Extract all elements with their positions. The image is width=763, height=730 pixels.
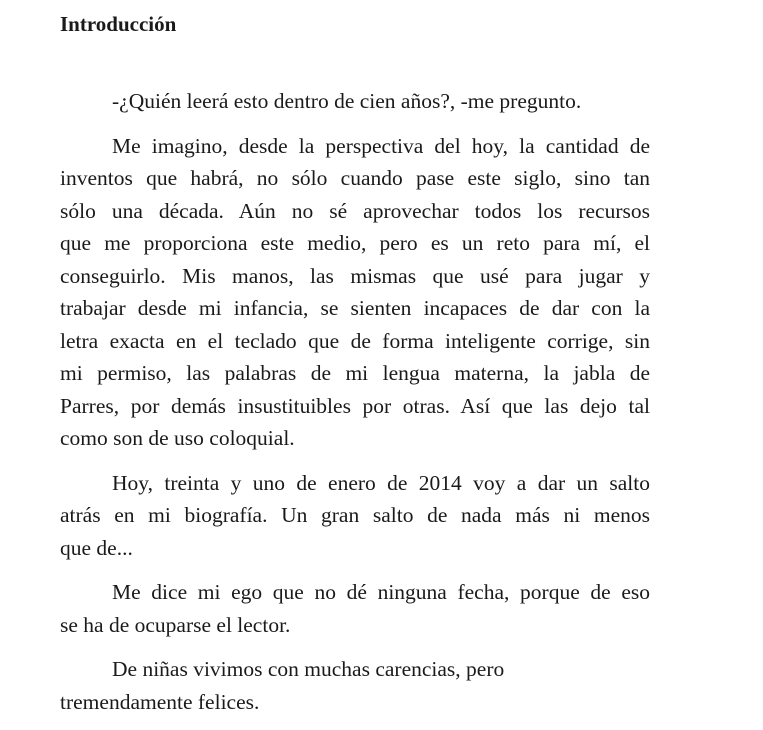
text-line: que me proporciona este medio, pero es un reto para mí, el <box>60 231 650 255</box>
text-line: Me dice mi ego que no dé ninguna fecha, porque de eso <box>112 580 650 604</box>
text-line: conseguirlo. Mis manos, las mismas que usé para jugar y <box>60 263 650 288</box>
paragraph-3 <box>60 467 650 565</box>
text-line: De niñas vivimos con muchas carencias, pero <box>112 657 505 681</box>
text-line: tremendamente felices. <box>60 689 260 714</box>
text-line: inventos que habrá, no sólo cuando pase este siglo, sino tan <box>60 166 650 190</box>
paragraph-5 <box>60 653 650 718</box>
text-line: letra exacta en el teclado que de forma inteligente corrige, sin <box>60 328 650 353</box>
paragraph-4 <box>60 576 650 641</box>
paragraph-2 <box>60 130 650 455</box>
text-line: trabajar desde mi infancia, se sienten incapaces de dar con la <box>60 296 650 320</box>
text-line: atrás en mi biografía. Un gran salto de nada más ni menos <box>60 503 650 527</box>
text-line: que de... <box>60 535 133 560</box>
body-text <box>60 85 650 730</box>
text-line: como son de uso coloquial. <box>60 426 295 450</box>
text-line: Hoy, treinta y uno de enero de 2014 voy a dar un salto <box>112 470 650 495</box>
text-line: mi permiso, las palabras de mi lengua materna, la jabla de <box>60 361 650 385</box>
text-line: -¿Quién leerá esto dentro de cien años?, -me pregunto. <box>112 89 582 113</box>
text-line: Me imagino, desde la perspectiva del hoy, la cantidad de <box>112 133 650 158</box>
section-heading: Introducción <box>60 12 177 36</box>
text-line: sólo una década. Aún no sé aprovechar todos los recursos <box>60 198 650 223</box>
text-line: se ha de ocuparse el lector. <box>60 612 291 637</box>
text-line: Parres, por demás insustituibles por otras. Así que las dejo tal <box>60 393 650 418</box>
paragraph-1 <box>60 85 650 118</box>
